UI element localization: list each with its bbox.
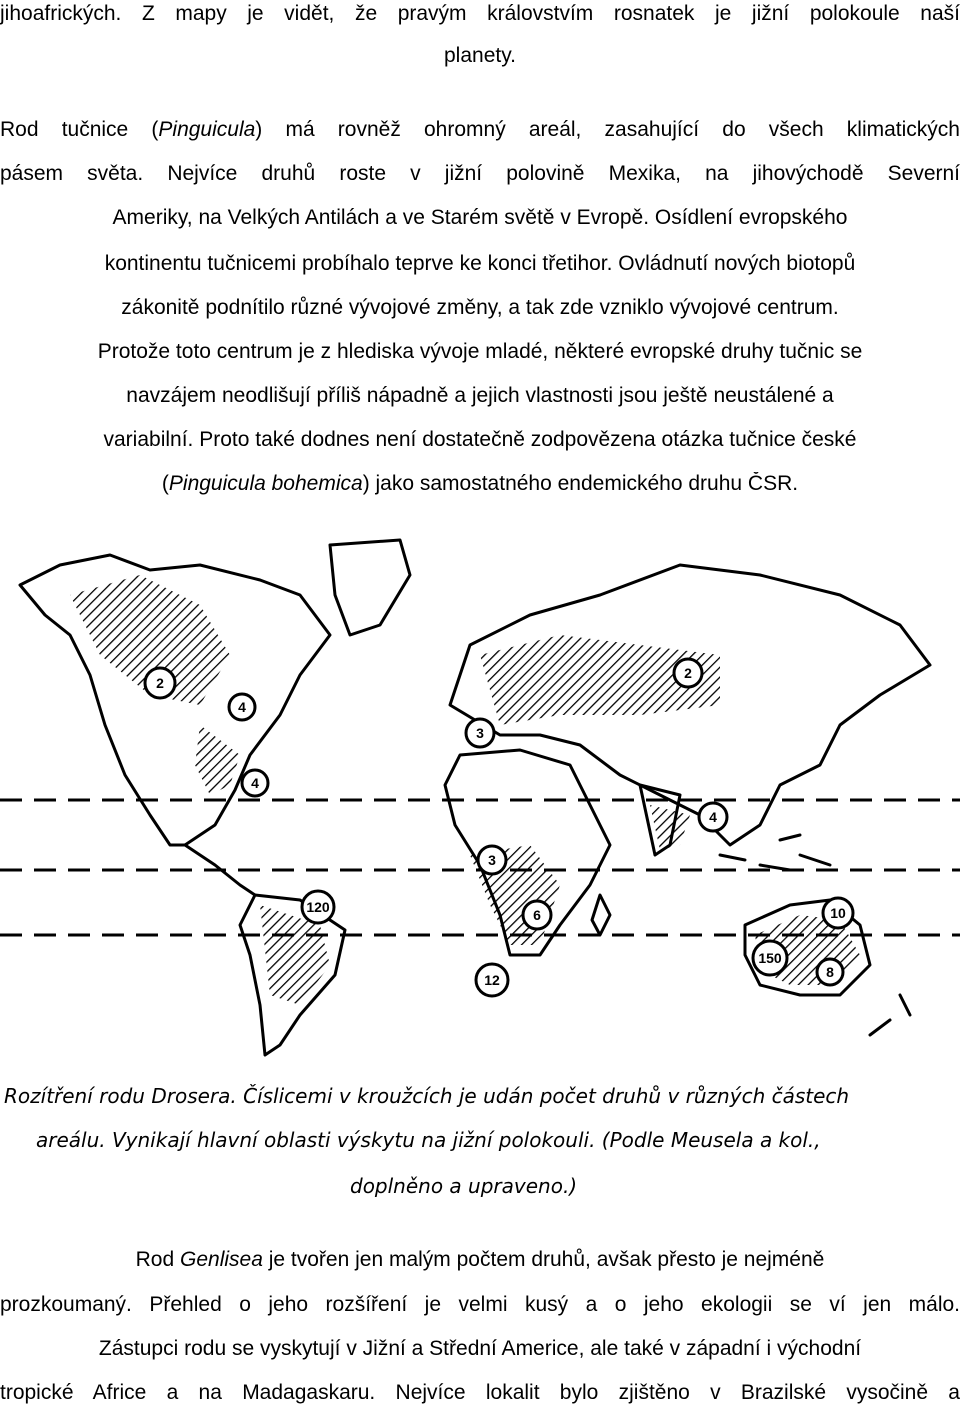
count-marker [302, 891, 334, 923]
text-line: Protože toto centrum je z hlediska vývoje mladé, některé evropské druhy tučnic se [97, 340, 863, 363]
count-marker [523, 901, 551, 929]
count-marker [823, 898, 853, 928]
figure-caption: Rozítření rodu Drosera. Číslicemi v kroužcích je udán počet druhů v různých částech [4, 1084, 850, 1108]
figure-caption: doplněno a upraveno.) [350, 1174, 578, 1198]
text-line: kontinentu tučnicemi probíhalo teprve ke konci třetihor. Ovládnutí nových biotopů [104, 252, 856, 275]
madagascar [592, 895, 610, 935]
text-line: pásem světa. Nejvíce druhů roste v jižní polovině Mexika, na jihovýchodě Severní [0, 162, 960, 185]
greenland [330, 540, 410, 635]
text-line: Ameriky, na Velkých Antilách a ve Starém světě v Evropě. Osídlení evropského [112, 206, 848, 229]
count-label: 4 [251, 775, 259, 791]
count-label: 3 [476, 725, 484, 741]
text-line: planety. [444, 44, 516, 67]
count-marker [145, 668, 175, 698]
figure-caption: areálu. Vynikají hlavní oblasti výskytu na jižní polokouli. (Podle Meusela a kol., [36, 1128, 821, 1152]
text-line: navzájem neodlišují příliš nápadně a jejich vlastnosti jsou ještě neustálené a [126, 384, 834, 407]
text-line: Rod Genlisea je tvořen jen malým počtem druhů, avšak přesto je nejméně [135, 1248, 825, 1271]
count-label: 12 [484, 972, 500, 988]
count-label: 4 [238, 699, 246, 715]
new-zealand [870, 995, 910, 1035]
count-marker [466, 719, 494, 747]
count-marker [478, 846, 506, 874]
text-line: Zástupci rodu se vyskytují v Jižní a Střední Americe, ale také v západní i východní [98, 1337, 862, 1360]
count-label: 8 [826, 964, 834, 980]
count-label: 10 [830, 905, 846, 921]
count-marker [674, 659, 702, 687]
text-line: prozkoumaný. Přehled o jeho rozšíření je velmi kusý a o jeho ekologii se ví jen málo. [0, 1293, 960, 1316]
count-label: 4 [709, 809, 717, 825]
count-marker [699, 803, 727, 831]
count-label: 120 [306, 899, 330, 915]
count-marker [817, 959, 843, 985]
count-marker [242, 770, 268, 796]
text-line: zákonitě podnítilo různé vývojové změny, a tak zde vzniklo vývojové centrum. [121, 296, 839, 319]
count-marker [229, 694, 255, 720]
text-line: tropické Africe a na Madagaskaru. Nejvíce lokalit bylo zjištěno v Brazilské vysočině a [0, 1381, 960, 1404]
count-marker [753, 941, 787, 975]
text-line: Rod tučnice (Pinguicula) má rovněž ohromný areál, zasahující do všech klimatických [0, 118, 960, 141]
text-line: variabilní. Proto také dodnes není dostatečně zodpovězena otázka tučnice české [103, 428, 857, 451]
count-label: 6 [533, 907, 541, 923]
count-label: 2 [156, 675, 164, 691]
text-line: (Pinguicula bohemica) jako samostatného endemického druhu ČSR. [161, 472, 799, 495]
count-marker [476, 964, 508, 996]
text-line: jihoafrických. Z mapy je vidět, že pravým královstvím rosnatek je jižní polokoule naší [0, 2, 960, 25]
count-label: 3 [488, 852, 496, 868]
distribution-map [0, 525, 960, 1065]
count-label: 150 [758, 950, 782, 966]
count-label: 2 [684, 665, 692, 681]
